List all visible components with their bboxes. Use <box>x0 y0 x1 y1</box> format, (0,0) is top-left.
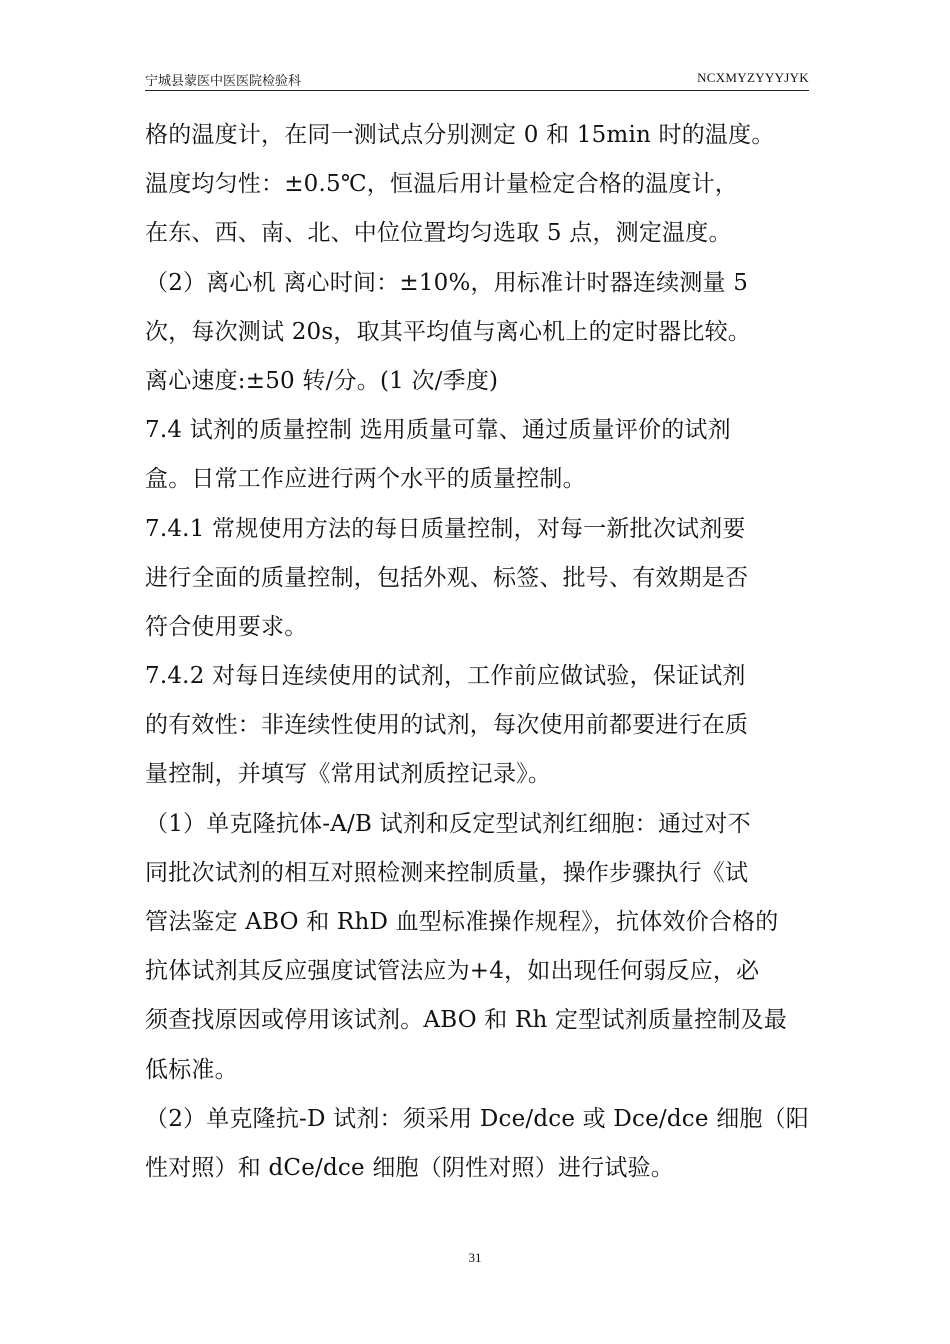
text-line: 在东、西、南、北、中位位置均匀选取 5 点，测定温度。 <box>145 220 732 247</box>
subsection-line: 7.4.1 常规使用方法的每日质量控制，对每一新批次试剂要 <box>145 515 746 542</box>
text-line: 性对照）和 dCe/dce 细胞（阴性对照）进行试验。 <box>145 1154 674 1181</box>
text-line: 同批次试剂的相互对照检测来控制质量，操作步骤执行《试 <box>145 859 749 886</box>
text-line: 符合使用要求。 <box>145 613 308 640</box>
page-header <box>145 68 809 91</box>
text-line: 量控制，并填写《常用试剂质控记录》。 <box>145 761 552 788</box>
text-line: 进行全面的质量控制，包括外观、标签、批号、有效期是否 <box>145 564 749 591</box>
text-line: （2）单克隆抗-D 试剂：须采用 Dce/dce 或 Dce/dce 细胞（阳 <box>145 1105 809 1132</box>
text-line: 须查找原因或停用该试剂。ABO 和 Rh 定型试剂质量控制及最 <box>145 1007 788 1034</box>
page-number: 31 <box>468 1250 482 1265</box>
subsection-line: 7.4.2 对每日连续使用的试剂，工作前应做试验，保证试剂 <box>145 663 746 690</box>
header-institution: 宁城县蒙医中医医院检验科 <box>145 73 302 88</box>
body-text <box>145 111 809 1193</box>
text-line: 温度均匀性：±0.5℃，恒温后用计量检定合格的温度计， <box>145 171 738 198</box>
text-line: 抗体试剂其反应强度试管法应为+4，如出现任何弱反应，必 <box>145 958 760 985</box>
text-line: 格的温度计，在同一测试点分别测定 0 和 15min 时的温度。 <box>145 122 775 148</box>
text-line: 离心速度:±50 转/分。(1 次/季度) <box>145 367 499 394</box>
section-heading-line: 7.4 试剂的质量控制 选用质量可靠、通过质量评价的试剂 <box>145 417 731 444</box>
text-line: 管法鉴定 ABO 和 RhD 血型标准操作规程》，抗体效价合格的 <box>145 909 779 935</box>
text-line: 次，每次测试 20s，取其平均值与离心机上的定时器比较。 <box>145 318 751 345</box>
header-code: NCXMYZYYYJYK <box>697 70 809 85</box>
text-line: 盒。日常工作应进行两个水平的质量控制。 <box>145 466 586 493</box>
text-line: （1）单克隆抗体-A/B 试剂和反定型试剂红细胞：通过对不 <box>145 810 751 837</box>
text-line: （2）离心机 离心时间：±10%，用标准计时器连续测量 5 <box>145 269 749 296</box>
text-line: 低标准。 <box>145 1056 238 1083</box>
text-line: 的有效性：非连续性使用的试剂，每次使用前都要进行在质 <box>145 712 749 739</box>
